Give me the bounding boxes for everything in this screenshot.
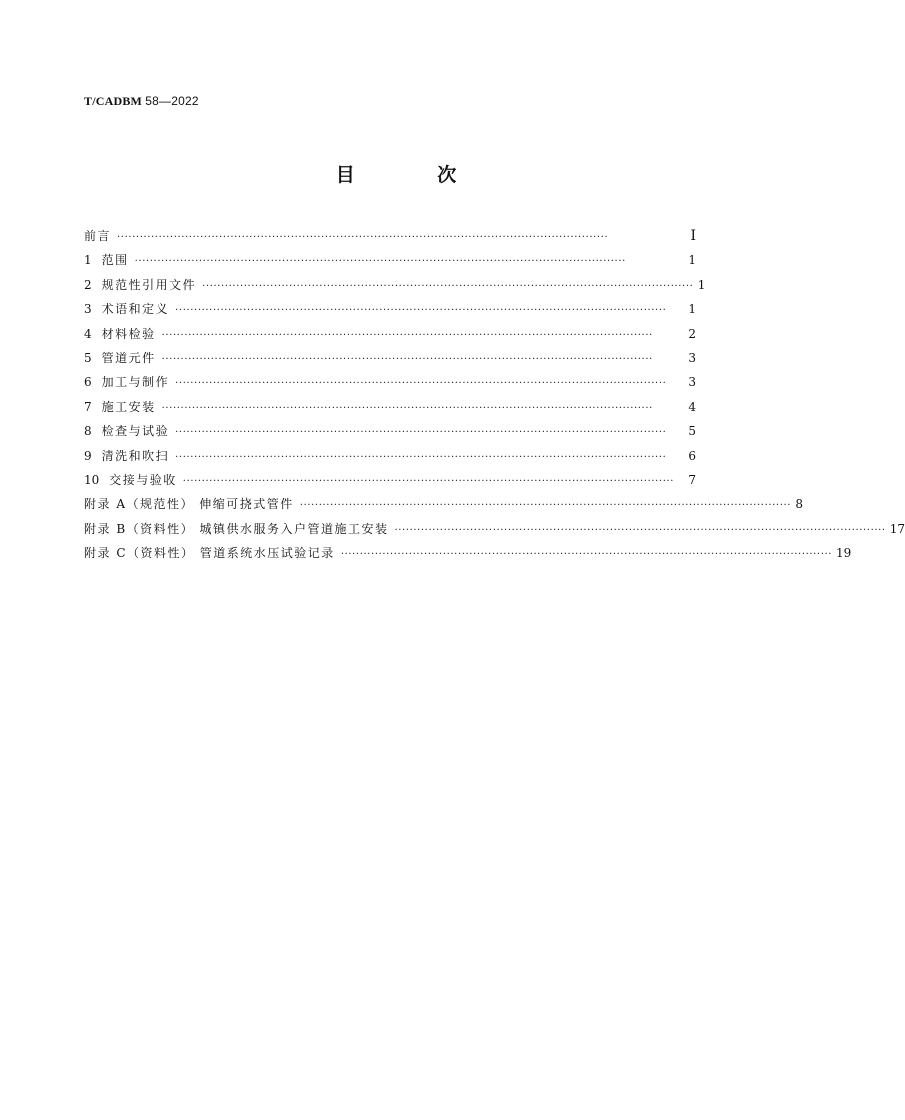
dot-leader: ·································································································································· [175,451,667,463]
toc-entry-appendix-a[interactable] [84,495,804,519]
toc-label: 检查与试验 [101,424,170,439]
toc-page-number: 1 [688,253,696,268]
toc-number: 10 [84,472,100,487]
toc-page-number: 19 [836,546,852,561]
toc-page-number: 6 [688,448,696,463]
toc-number: 7 [84,399,92,414]
dot-leader: ·································································································································· [161,402,653,414]
dot-leader: ·································································································································· [175,305,667,317]
toc-label: 术语和定义 [101,302,170,317]
dot-leader: ·································································································································· [202,280,694,292]
dot-leader: ·································································································································· [117,232,609,243]
standard-code: T/CADBM [84,94,143,108]
toc-entry-material-inspection[interactable] [84,325,696,349]
dot-leader: ·································································································································· [299,500,792,512]
dot-leader: ·································································································································· [161,329,653,341]
dot-leader: ·································································································································· [340,549,833,561]
toc-label: 交接与验收 [109,472,177,487]
toc-label: 清洗和吹扫 [101,448,170,463]
toc-page-number: 1 [697,277,706,292]
toc-label: 附录 C（资料性） 管道系统水压试验记录 [84,546,335,561]
toc-label: 前言 [84,229,112,243]
toc-page-number: 8 [795,497,804,512]
toc-label: 加工与制作 [101,375,170,390]
toc-page-number: 1 [688,302,696,317]
toc-number: 3 [84,302,92,317]
toc-entry-appendix-c[interactable] [84,544,852,568]
dot-leader: ·································································································································· [175,427,667,439]
toc-entry-inspection-testing[interactable] [84,422,696,446]
table-of-contents [84,227,905,568]
standard-number: 58—2022 [145,94,199,108]
toc-entry-handover-acceptance[interactable] [84,471,696,495]
toc-page-number: 17 [889,521,905,536]
toc-entry-normative-references[interactable] [84,276,706,300]
toc-page-number: 4 [688,399,696,414]
toc-label: 附录 B（资料性） 城镇供水服务入户管道施工安装 [84,521,389,536]
dot-leader: ·································································································································· [161,353,653,365]
toc-entry-installation[interactable] [84,398,696,422]
toc-number: 8 [84,424,92,439]
toc-label: 材料检验 [101,326,156,341]
toc-number: 2 [84,277,92,292]
toc-entry-terms[interactable] [84,300,696,324]
toc-page-number: 7 [688,472,696,487]
toc-label: 管道元件 [101,350,156,365]
toc-page-number: 3 [688,350,696,365]
toc-page-number: Ⅰ [690,228,696,244]
toc-number: 1 [84,253,92,268]
document-code [84,94,199,109]
toc-entry-fabrication[interactable] [84,373,696,397]
dot-leader: ·································································································································· [182,475,675,487]
toc-label: 范围 [101,253,129,268]
toc-page-number: 2 [688,326,696,341]
toc-number: 4 [84,326,92,341]
toc-entry-foreword[interactable] [84,227,696,251]
toc-page-number: 5 [688,424,696,439]
toc-entry-pipe-components[interactable] [84,349,696,373]
toc-number: 5 [84,350,92,365]
page-title: 目 次 [335,164,495,186]
toc-label: 附录 A（规范性） 伸缩可挠式管件 [84,497,294,512]
toc-label: 规范性引用文件 [101,277,197,292]
toc-label: 施工安装 [101,399,156,414]
dot-leader: ·································································································································· [394,524,886,536]
toc-entry-cleaning-purging[interactable] [84,447,696,471]
toc-number: 6 [84,375,92,390]
toc-number: 9 [84,448,92,463]
toc-entry-scope[interactable] [84,251,696,275]
dot-leader: ·································································································································· [175,378,667,390]
toc-page-number: 3 [688,375,696,390]
dot-leader: ·································································································································· [134,256,626,268]
toc-entry-appendix-b[interactable] [84,520,905,544]
